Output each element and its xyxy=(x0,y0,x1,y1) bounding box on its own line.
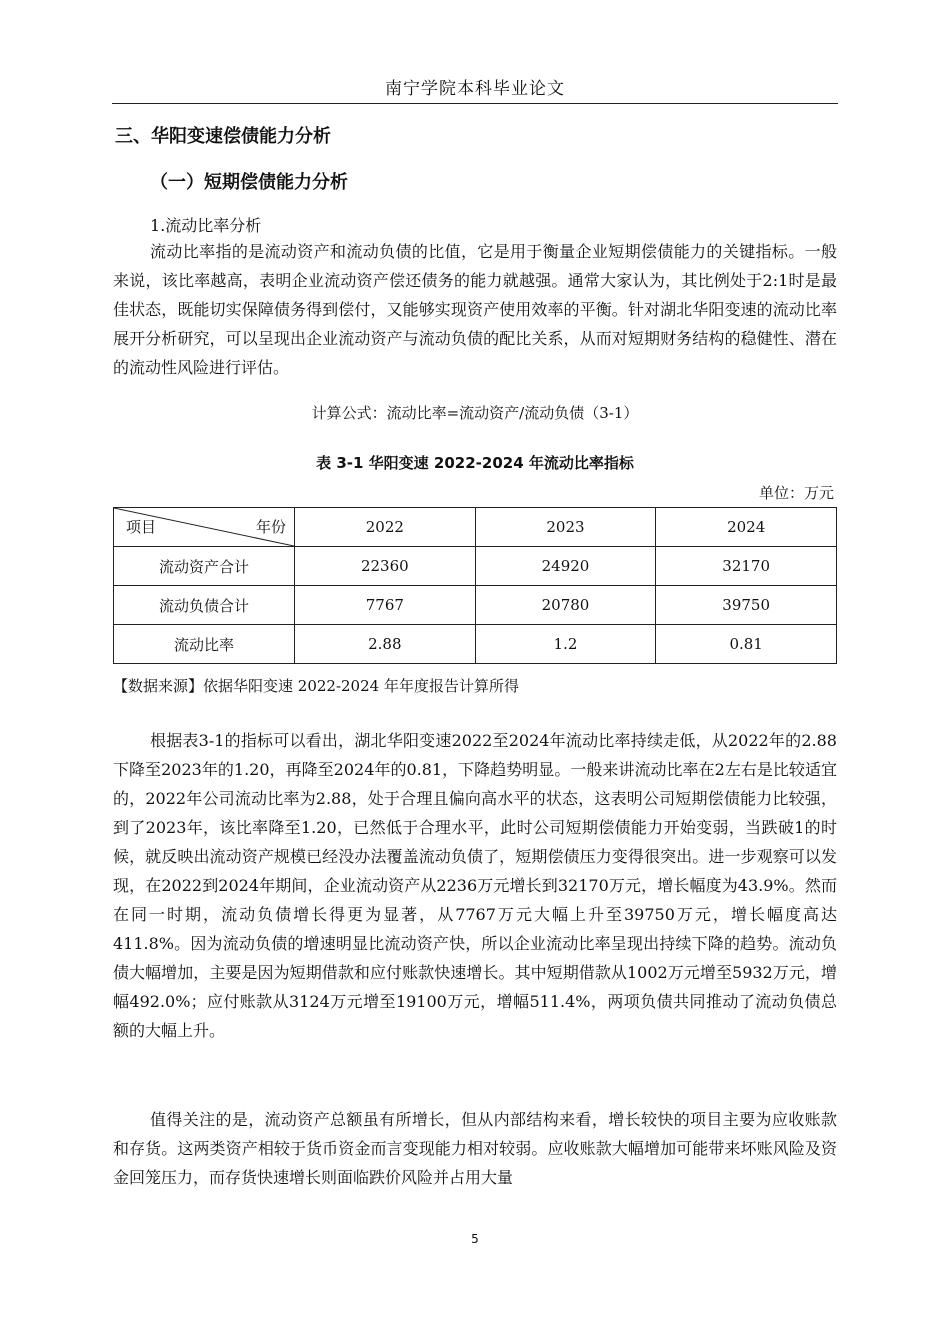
corner-row-label: 项目 xyxy=(126,518,157,536)
row-label: 流动资产合计 xyxy=(114,547,295,586)
row-label: 流动比率 xyxy=(114,625,295,664)
table-row xyxy=(114,625,837,664)
analysis-paragraph: 根据表3-1的指标可以看出，湖北华阳变速2022至2024年流动比率持续走低，从2022年的2.88下降至2023年的1.20，再降至2024年的0.81，下降趋势明显。一般来讲流动比率在2左右是比较适宜的，2022年公司流动比率为2.88，处于合理且偏向高水平的状态，这表明公司短期偿债能力比较强，到了2023年，该比率降至1.20，已然低于合理水平，此时公司短期偿债能力开始变弱，当跌破1的时候，就反映出流动资产规模已经没办法覆盖流动负债了，短期偿债压力变得很突出。进一步观察可以发现，在2022到2024年期间，企业流动资产从2236万元增长到32170万元，增长幅度为43.9%。然而在同一时期，流动负债增长得更为显著，从7767万元大幅上升至39750万元，增长幅度高达411.8%。因为流动负债的增速明显比流动资产快，所以企业流动比率呈现出持续下降的趋势。流动负债大幅增加，主要是因为短期借款和应付账款快速增长。其中短期借款从1002万元增至5932万元，增幅492.0%；应付账款从3124万元增至19100万元，增幅511.4%，两项负债共同推动了流动负债总额的大幅上升。 xyxy=(113,731,837,1040)
intro-paragraph: 流动比率指的是流动资产和流动负债的比值，它是用于衡量企业短期偿债能力的关键指标。一般来说，该比率越高，表明企业流动资产偿还债务的能力就越强。通常大家认为，其比例处于2:1时是最佳状态，既能切实保障债务得到偿付，又能够实现资产使用效率的平衡。针对湖北华阳变速的流动比率展开分析研究，可以呈现出企业流动资产与流动负债的配比关系，从而对短期财务结构的稳健性、潜在的流动性风险进行评估。 xyxy=(113,242,837,377)
formula-line: 计算公式：流动比率=流动资产/流动负债（3-1） xyxy=(311,404,639,422)
page-number: 5 xyxy=(471,1232,479,1246)
data-source-note: 【数据来源】依据华阳变速 2022-2024 年年度报告计算所得 xyxy=(113,677,519,695)
table-cell: 32170 xyxy=(656,547,837,586)
year-header: 2022 xyxy=(295,508,476,547)
table-caption: 表 3-1 华阳变速 2022-2024 年流动比率指标 xyxy=(316,454,634,472)
subsubsection-heading: 1.流动比率分析 xyxy=(150,216,262,235)
table-row xyxy=(114,586,837,625)
concern-paragraph: 值得关注的是，流动资产总额虽有所增长，但从内部结构来看，增长较快的项目主要为应收账款和存货。这两类资产相较于货币资金而言变现能力相对较弱。应收账款大幅增加可能带来坏账风险及资金回笼压力，而存货快速增长则面临跌价风险并占用大量 xyxy=(113,1110,837,1187)
table-cell: 7767 xyxy=(295,586,476,625)
row-label: 流动负债合计 xyxy=(114,586,295,625)
current-ratio-table xyxy=(113,507,837,664)
table-cell: 20780 xyxy=(475,586,656,625)
year-header: 2023 xyxy=(475,508,656,547)
table-cell: 39750 xyxy=(656,586,837,625)
table-row xyxy=(114,547,837,586)
table-unit: 单位：万元 xyxy=(758,484,834,502)
section-heading: 三、华阳变速偿债能力分析 xyxy=(115,126,331,147)
table-cell: 22360 xyxy=(295,547,476,586)
table-header-row xyxy=(114,508,837,547)
table-cell: 1.2 xyxy=(475,625,656,664)
table-cell: 2.88 xyxy=(295,625,476,664)
year-header: 2024 xyxy=(656,508,837,547)
running-header: 南宁学院本科毕业论文 xyxy=(385,79,565,99)
corner-col-label: 年份 xyxy=(255,518,286,536)
table-corner-cell xyxy=(114,508,295,547)
subsection-heading: （一）短期偿债能力分析 xyxy=(150,172,348,193)
table-cell: 0.81 xyxy=(656,625,837,664)
header-rule xyxy=(112,103,838,104)
table-cell: 24920 xyxy=(475,547,656,586)
